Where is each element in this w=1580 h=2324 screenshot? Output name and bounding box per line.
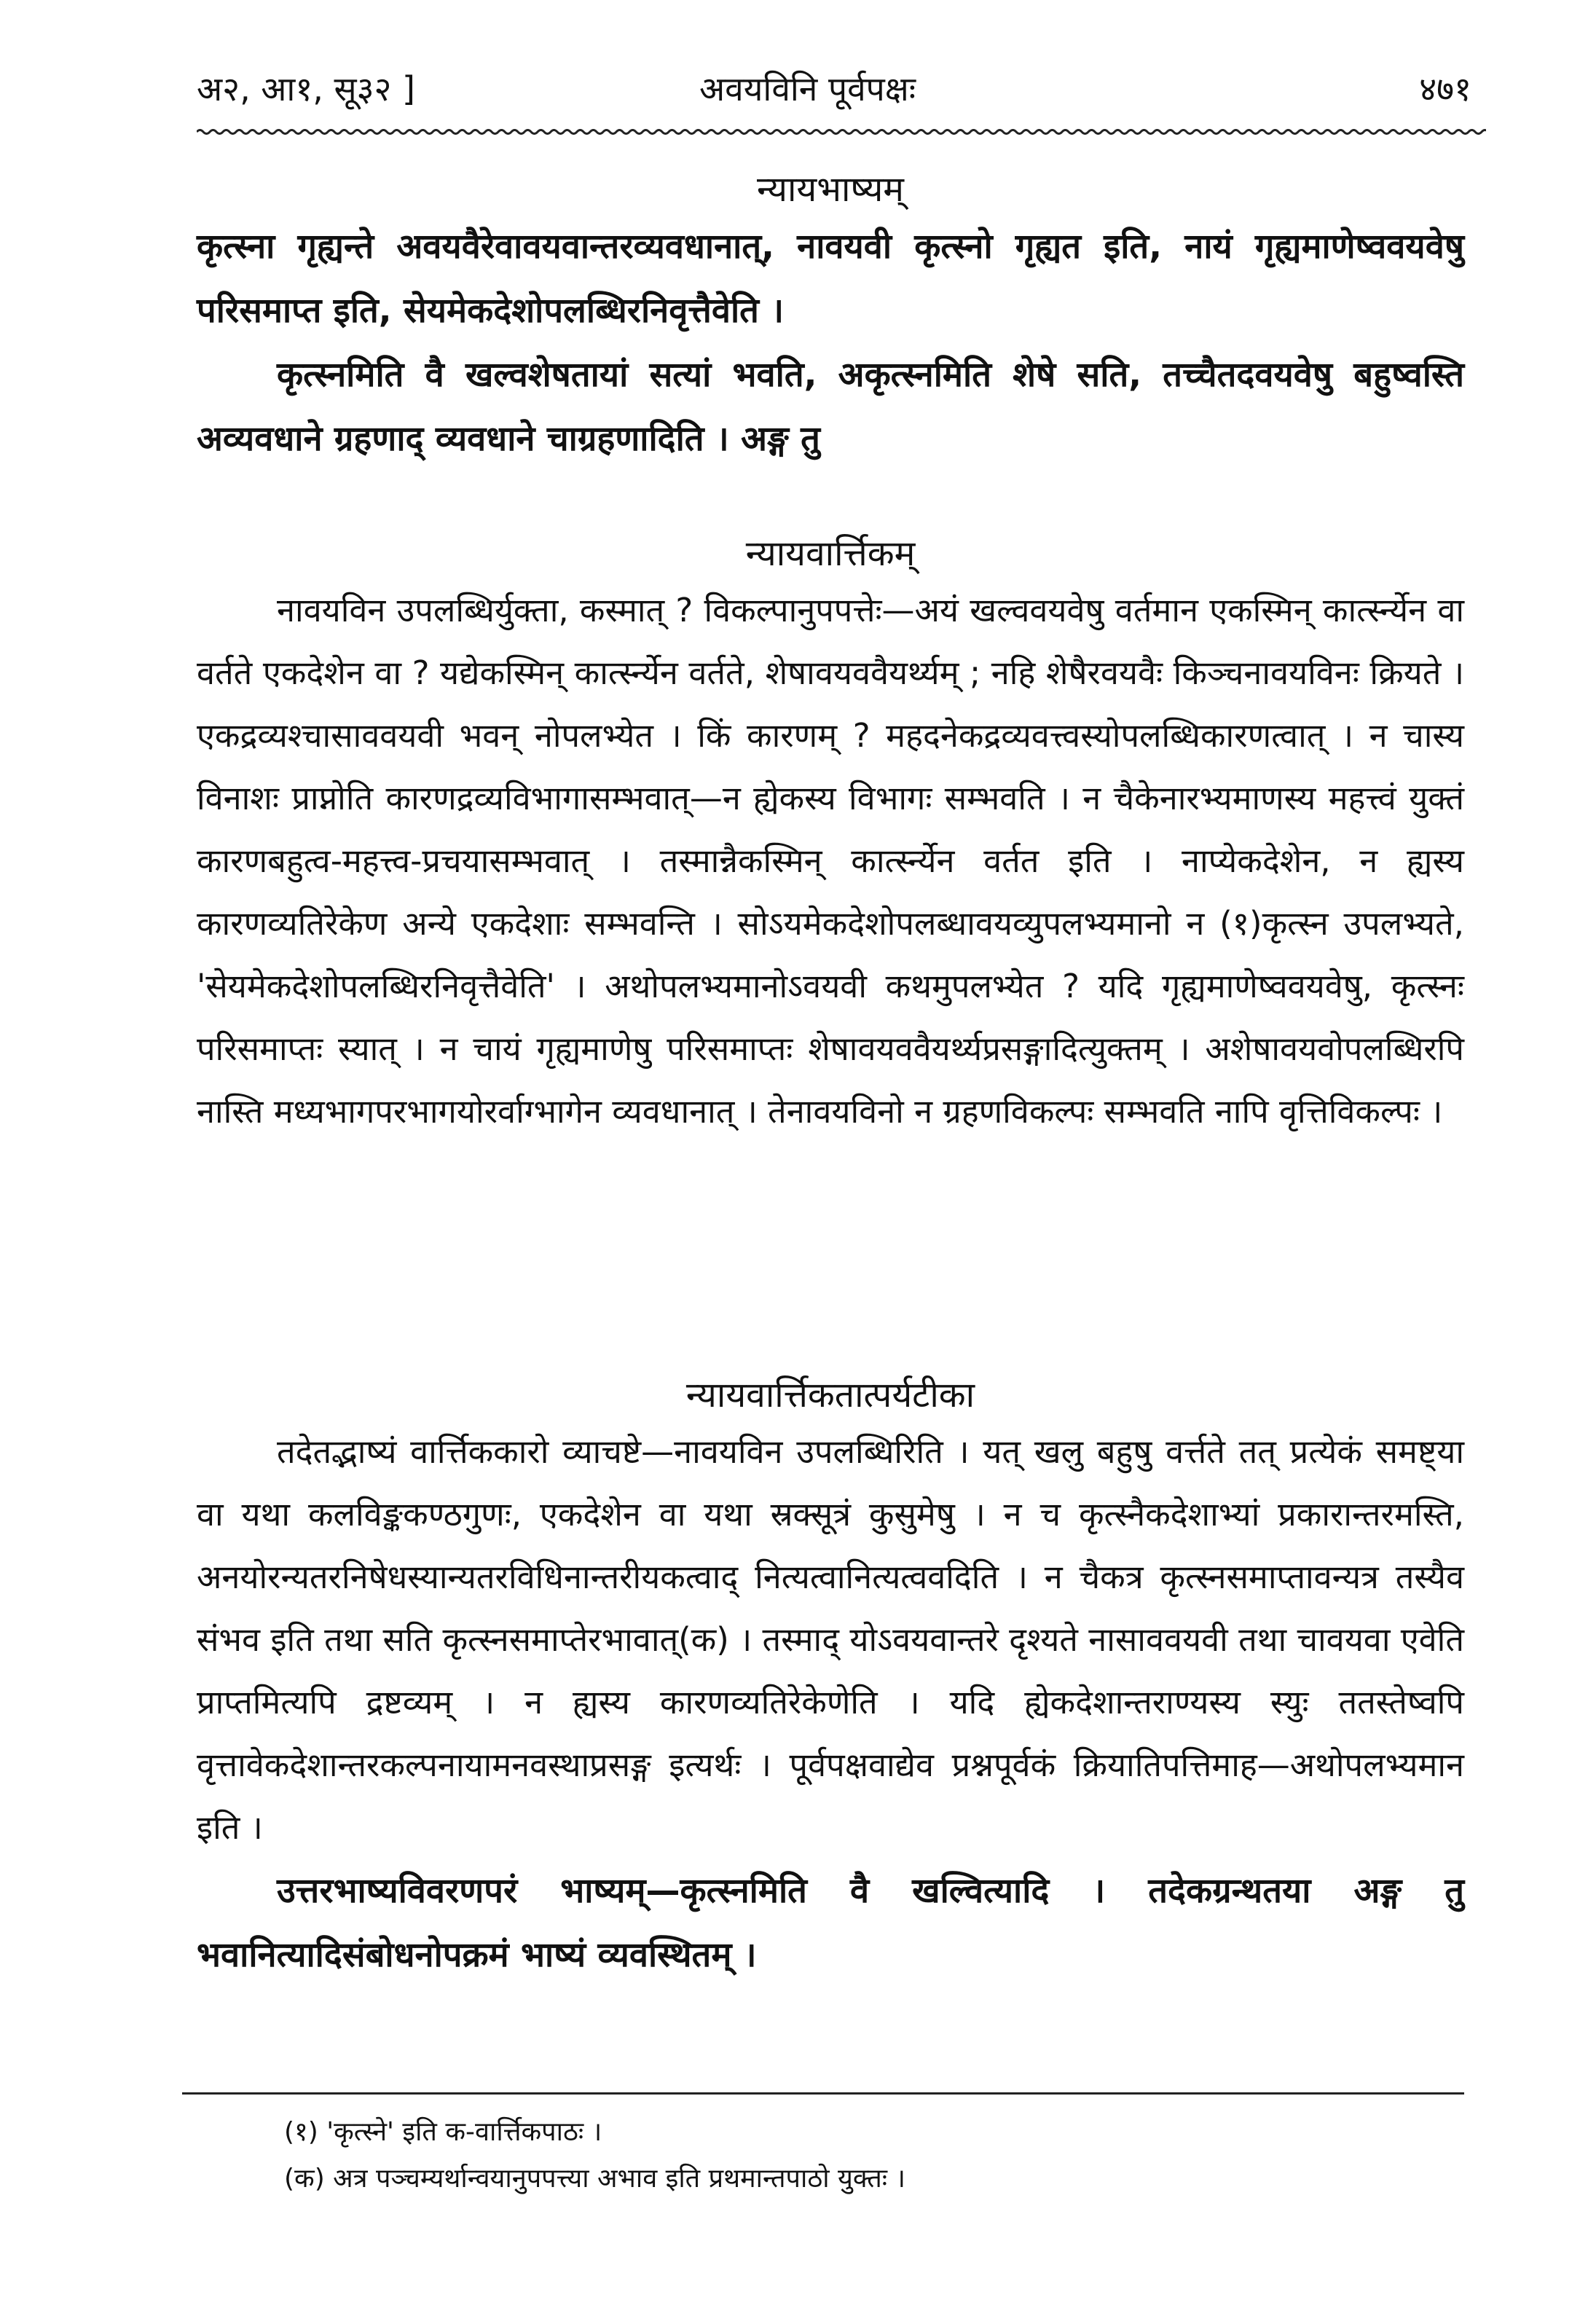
wavy-rule <box>197 124 1486 140</box>
paragraph: कृत्स्नमिति वै खल्वशेषतायां सत्यां भवति, अकृत्स्नमिति शेषे सति, तच्चैतदवयवेषु बहुष्वस्ति अव्यवधाने ग्रहणाद् व्यवधाने चाग्रहणादिति । अङ्ग तु <box>197 355 1464 459</box>
header-title: अवयविनि पूर्वपक्षः <box>699 69 916 109</box>
page-number: ४७१ <box>1419 69 1471 109</box>
section-heading: न्यायभाष्यम् <box>756 169 905 210</box>
paragraph: उत्तरभाष्यविवरणपरं भाष्यम्—कृत्स्नमिति वै खल्वित्यादि । तदेकग्रन्थतया अङ्ग तु भवानित्यादिसंबोधनोपक्रमं भाष्यं व्यवस्थितम् । <box>197 1871 1464 1975</box>
footnotes <box>284 2109 1450 2202</box>
paragraph: कृत्स्ना गृह्यन्ते अवयवैरेवावयवान्तरव्यवधानात्, नावयवी कृत्स्नो गृह्यत इति, नायं गृह्यमाणेष्ववयवेषु परिसमाप्त इति, सेयमेकदेशोपलब्धिरनिवृत्तैवेति । <box>197 227 1464 331</box>
section-bhashyam <box>197 164 1464 471</box>
section-tika <box>197 1370 1464 1987</box>
header-reference: अ२, आ१, सू३२ ] <box>197 69 415 109</box>
running-header <box>197 60 1471 118</box>
section-heading: न्यायवार्त्तिकतात्पर्यटीका <box>685 1375 975 1416</box>
footnote-rule <box>182 2092 1464 2095</box>
footnote: (क) अत्र पञ्चम्यर्थान्वयानुपपत्त्या अभाव इति प्रथमान्तपाठो युक्तः । <box>284 2164 906 2194</box>
section-varttikam <box>197 528 1464 1143</box>
paragraph: नावयविन उपलब्धिर्युक्ता, कस्मात् ? विकल्पानुपपत्तेः—अयं खल्ववयवेषु वर्तमान एकस्मिन् कार्त्स्न्येन वा वर्तते एकदेशेन वा ? यद्येकस्मिन् कार्त्स्न्येन वर्तते, शेषावयववैयर्थ्यम् ; नहि शेषैरवयवैः किञ्चनावयविनः क्रियते । एकद्रव्यश्चासाववयवी भवन् नोपलभ्येत । किं कारणम् ? महदनेकद्रव्यवत्त्वस्योपलब्धिकारणत्वात् । न चास्य विनाशः प्राप्नोति कारणद्रव्यविभागासम्भवात्—न ह्येकस्य विभागः सम्भवति । न चैकेनारभ्यमाणस्य महत्त्वं युक्तं कारणबहुत्व-महत्त्व-प्रचयासम्भवात् । तस्मान्नैकस्मिन् कार्त्स्न्येन वर्तत इति । नाप्येकदेशेन, न ह्यस्य कारणव्यतिरेकेण अन्ये एकदेशाः सम्भवन्ति । सोऽयमेकदेशोपलब्धावयव्युपलभ्यमानो न (१)कृत्स्न उपलभ्यते, 'सेयमेकदेशोपलब्धिरनिवृत्तैवेति' । अथोपलभ्यमानोऽवयवी कथमुपलभ्येत ? यदि गृह्यमाणेष्ववयवेषु, कृत्स्नः परिसमाप्तः स्यात् । न चायं गृह्यमाणेषु परिसमाप्तः शेषावयववैयर्थ्यप्रसङ्गादित्युक्तम् । अशेषावयवोपलब्धिरपि नास्ति मध्यभागपरभागयोरर्वाग्भागेन व्यवधानात् । तेनावयविनो न ग्रहणविकल्पः सम्भवति नापि वृत्तिविकल्पः । <box>197 591 1464 1131</box>
paragraph: तदेतद्भाष्यं वार्त्तिककारो व्याचष्टे—नावयविन उपलब्धिरिति । यत् खलु बहुषु वर्त्तते तत् प्रत्येकं समष्ट्या वा यथा कलविङ्ककण्ठगुणः, एकदेशेन वा यथा स्रक्सूत्रं कुसुमेषु । न च कृत्स्नैकदेशाभ्यां प्रकारान्तरमस्ति, अनयोरन्यतरनिषेधस्यान्यतरविधिनान्तरीयकत्वाद् नित्यत्वानित्यत्ववदिति । न चैकत्र कृत्स्नसमाप्तावन्यत्र तस्यैव संभव इति तथा सति कृत्स्नसमाप्तेरभावात्(क) । तस्माद् योऽवयवान्तरे दृश्यते नासाववयवी तथा चावयवा एवेति प्राप्तमित्यपि द्रष्टव्यम् । न ह्यस्य कारणव्यतिरेकेणेति । यदि ह्येकदेशान्तराण्यस्य स्युः ततस्तेष्वपि वृत्तावेकदेशान्तरकल्पनायामनवस्थाप्रसङ्ग इत्यर्थः । पूर्वपक्षवाद्येव प्रश्नपूर्वकं क्रियातिपत्तिमाह—अथोपलभ्यमान इति । <box>197 1432 1464 1847</box>
section-heading: न्यायवार्त्तिकम् <box>745 533 916 574</box>
footnote: (१) 'कृत्स्ने' इति क-वार्त्तिकपाठः । <box>284 2117 602 2147</box>
